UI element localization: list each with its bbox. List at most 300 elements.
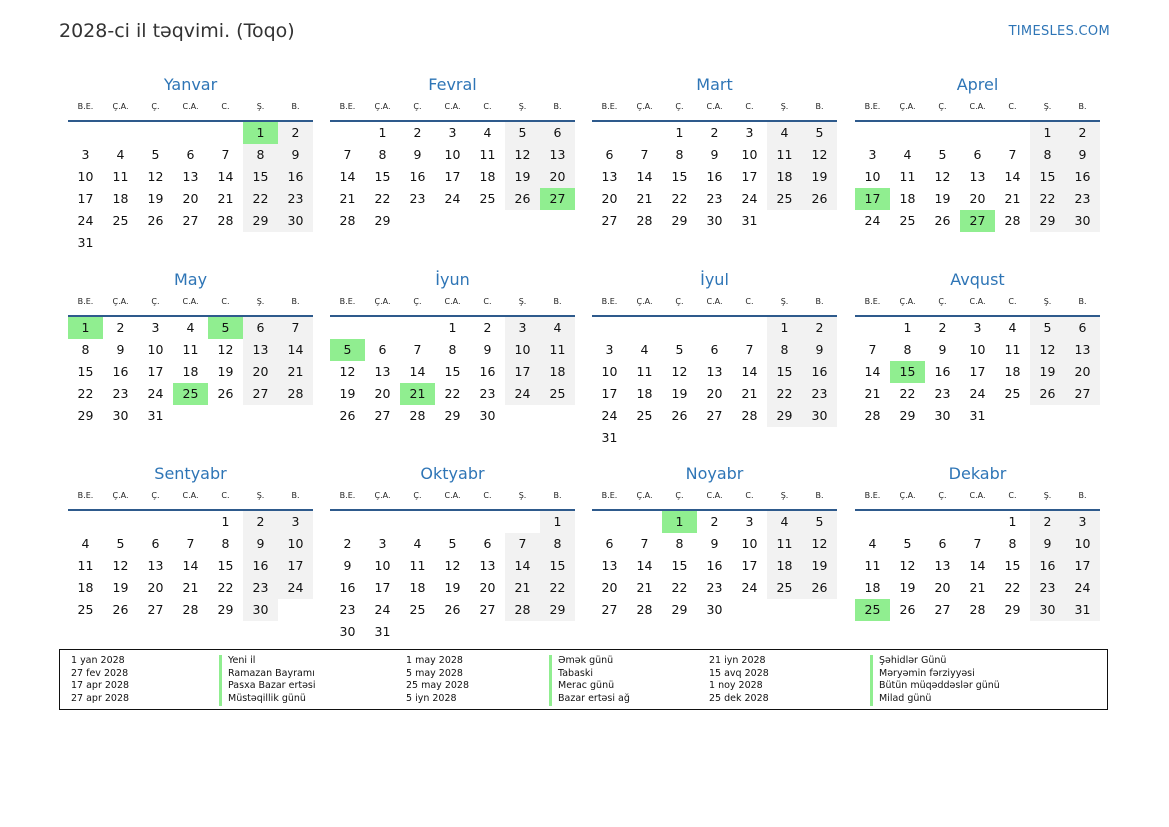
day-cell: 13 xyxy=(479,558,496,573)
weekday-label: Ş. xyxy=(1043,491,1052,500)
weekday-header xyxy=(330,96,575,122)
weekday-label: Ç. xyxy=(151,491,160,500)
day-cell: 11 xyxy=(77,558,94,573)
day-cell: 11 xyxy=(409,558,426,573)
day-cell: 9 xyxy=(938,342,947,357)
day-cell: 26 xyxy=(1030,383,1065,405)
day-cell: 15 xyxy=(767,361,802,383)
day-cell: 5 xyxy=(505,122,540,144)
day-cell: 9 xyxy=(710,536,719,551)
day-cell: 1 xyxy=(1008,514,1017,529)
legend-holiday-name: Milad günü xyxy=(870,693,931,706)
day-cell: 31 xyxy=(1065,599,1100,621)
day-cell: 2 xyxy=(116,320,125,335)
holiday-cell: 17 xyxy=(855,188,890,210)
day-cell: 11 xyxy=(636,364,653,379)
day-cell: 3 xyxy=(81,147,90,162)
day-cell: 13 xyxy=(182,169,199,184)
day-cell: 27 xyxy=(1065,383,1100,405)
empty-cell xyxy=(627,317,662,339)
day-cell: 19 xyxy=(1030,361,1065,383)
day-cell: 23 xyxy=(1065,188,1100,210)
month-name: Avqust xyxy=(950,270,1005,289)
weekday-label: Ş. xyxy=(780,491,789,500)
day-cell: 10 xyxy=(601,364,618,379)
day-cell: 25 xyxy=(899,213,916,228)
brand-link[interactable]: TIMESLES.COM xyxy=(1008,24,1110,39)
day-cell: 16 xyxy=(1030,555,1065,577)
holiday-cell: 5 xyxy=(330,339,365,361)
month-name: Sentyabr xyxy=(154,464,227,483)
month-block xyxy=(855,463,1100,621)
day-cell: 17 xyxy=(147,364,164,379)
day-cell: 30 xyxy=(339,624,356,639)
day-cell: 30 xyxy=(278,210,313,232)
legend-date: 25 may 2028 xyxy=(406,680,470,692)
day-cell: 10 xyxy=(444,147,461,162)
day-cell: 21 xyxy=(636,191,653,206)
day-cell: 15 xyxy=(671,558,688,573)
day-cell: 29 xyxy=(899,408,916,423)
day-cell: 11 xyxy=(864,558,881,573)
day-cell: 17 xyxy=(1065,555,1100,577)
day-cell: 19 xyxy=(147,191,164,206)
day-cell: 12 xyxy=(1030,339,1065,361)
day-cell: 4 xyxy=(903,147,912,162)
day-cell: 12 xyxy=(339,364,356,379)
day-cell: 20 xyxy=(243,361,278,383)
legend-holiday-name: Bazar ertəsi ağ xyxy=(549,693,630,706)
day-cell: 13 xyxy=(1065,339,1100,361)
weekday-label: B. xyxy=(553,102,562,111)
day-cell: 20 xyxy=(706,386,723,401)
empty-cell xyxy=(995,122,1030,144)
day-cell: 25 xyxy=(636,408,653,423)
day-cell: 19 xyxy=(217,364,234,379)
day-cell: 2 xyxy=(243,511,278,533)
day-grid xyxy=(68,122,313,254)
weekday-header xyxy=(855,291,1100,317)
legend-date: 1 may 2028 xyxy=(406,655,463,666)
day-cell: 7 xyxy=(745,342,754,357)
day-cell: 5 xyxy=(802,122,837,144)
weekday-label: B.E. xyxy=(864,102,881,111)
day-cell: 21 xyxy=(278,361,313,383)
day-cell: 26 xyxy=(934,213,951,228)
weekday-header xyxy=(855,96,1100,122)
day-cell: 23 xyxy=(706,191,723,206)
day-cell: 24 xyxy=(505,383,540,405)
day-cell: 30 xyxy=(479,408,496,423)
day-cell: 25 xyxy=(1004,386,1021,401)
month-name: İyun xyxy=(435,270,470,289)
weekday-label: C. xyxy=(221,491,230,500)
day-cell: 29 xyxy=(540,599,575,621)
day-cell: 11 xyxy=(767,533,802,555)
legend-date: 27 fev 2028 xyxy=(71,667,129,679)
weekday-label: Ş. xyxy=(256,297,265,306)
weekday-label: C.A. xyxy=(969,297,986,306)
day-cell: 2 xyxy=(413,125,422,140)
day-cell: 22 xyxy=(899,386,916,401)
day-cell: 3 xyxy=(745,514,754,529)
month-block xyxy=(592,269,837,449)
empty-cell xyxy=(732,317,767,339)
weekday-label: C.A. xyxy=(444,297,461,306)
weekday-label: B.E. xyxy=(77,297,94,306)
day-grid xyxy=(855,122,1100,232)
day-cell: 29 xyxy=(671,213,688,228)
day-cell: 18 xyxy=(1004,364,1021,379)
empty-cell xyxy=(365,511,400,533)
day-cell: 24 xyxy=(374,602,391,617)
day-cell: 4 xyxy=(483,125,492,140)
day-cell: 15 xyxy=(444,364,461,379)
weekday-label: B. xyxy=(1078,102,1087,111)
legend-date: 25 dek 2028 xyxy=(709,692,769,704)
weekday-label: Ç. xyxy=(938,102,947,111)
day-cell: 9 xyxy=(802,339,837,361)
day-cell: 6 xyxy=(243,317,278,339)
day-cell: 24 xyxy=(969,386,986,401)
day-cell: 11 xyxy=(112,169,129,184)
day-cell: 27 xyxy=(601,213,618,228)
day-cell: 6 xyxy=(710,342,719,357)
empty-cell xyxy=(592,317,627,339)
weekday-label: Ç.A. xyxy=(899,491,916,500)
day-cell: 13 xyxy=(706,364,723,379)
day-cell: 4 xyxy=(116,147,125,162)
day-cell: 19 xyxy=(444,580,461,595)
day-cell: 18 xyxy=(767,555,802,577)
weekday-label: C.A. xyxy=(706,102,723,111)
day-cell: 13 xyxy=(601,169,618,184)
day-cell: 24 xyxy=(1065,577,1100,599)
day-cell: 19 xyxy=(112,580,129,595)
legend-date: 5 iyn 2028 xyxy=(406,692,457,704)
weekday-label: Ç. xyxy=(151,297,160,306)
weekday-label: C.A. xyxy=(444,491,461,500)
day-cell: 1 xyxy=(221,514,230,529)
day-cell: 22 xyxy=(217,580,234,595)
day-cell: 26 xyxy=(802,188,837,210)
day-cell: 17 xyxy=(278,555,313,577)
weekday-label: C.A. xyxy=(706,491,723,500)
weekday-header xyxy=(68,485,313,511)
empty-cell xyxy=(173,511,208,533)
day-cell: 26 xyxy=(802,577,837,599)
day-cell: 11 xyxy=(540,339,575,361)
day-cell: 1 xyxy=(1030,122,1065,144)
day-grid xyxy=(68,317,313,427)
weekday-label: C. xyxy=(745,297,754,306)
day-cell: 14 xyxy=(339,169,356,184)
weekday-label: Ş. xyxy=(1043,297,1052,306)
day-cell: 13 xyxy=(934,558,951,573)
legend-date: 5 may 2028 xyxy=(406,667,463,679)
day-cell: 11 xyxy=(479,147,496,162)
legend-holiday-name: Yeni il xyxy=(219,655,255,668)
empty-cell xyxy=(890,122,925,144)
month-block xyxy=(855,74,1100,232)
day-cell: 5 xyxy=(116,536,125,551)
day-cell: 20 xyxy=(147,580,164,595)
day-cell: 4 xyxy=(767,122,802,144)
weekday-label: C. xyxy=(221,102,230,111)
day-cell: 16 xyxy=(243,555,278,577)
day-cell: 31 xyxy=(741,213,758,228)
day-cell: 13 xyxy=(243,339,278,361)
day-cell: 10 xyxy=(374,558,391,573)
weekday-header xyxy=(330,485,575,511)
day-cell: 28 xyxy=(409,408,426,423)
day-cell: 6 xyxy=(483,536,492,551)
day-cell: 5 xyxy=(938,147,947,162)
day-cell: 27 xyxy=(601,602,618,617)
day-cell: 12 xyxy=(505,144,540,166)
day-cell: 9 xyxy=(413,147,422,162)
day-cell: 5 xyxy=(802,511,837,533)
weekday-label: C. xyxy=(483,297,492,306)
day-cell: 18 xyxy=(77,580,94,595)
day-cell: 15 xyxy=(540,555,575,577)
day-cell: 13 xyxy=(374,364,391,379)
day-cell: 7 xyxy=(640,147,649,162)
day-cell: 16 xyxy=(409,169,426,184)
day-cell: 19 xyxy=(339,386,356,401)
empty-cell xyxy=(627,511,662,533)
month-block xyxy=(592,463,837,621)
day-cell: 8 xyxy=(540,533,575,555)
day-cell: 2 xyxy=(1030,511,1065,533)
day-cell: 8 xyxy=(675,147,684,162)
day-cell: 18 xyxy=(182,364,199,379)
day-cell: 27 xyxy=(147,602,164,617)
weekday-label: Ş. xyxy=(780,297,789,306)
day-cell: 18 xyxy=(767,166,802,188)
weekday-label: Ç. xyxy=(675,102,684,111)
weekday-label: B. xyxy=(291,491,300,500)
empty-cell xyxy=(855,317,890,339)
month-block xyxy=(68,74,313,254)
day-cell: 9 xyxy=(483,342,492,357)
weekday-label: C. xyxy=(745,491,754,500)
day-cell: 17 xyxy=(969,364,986,379)
day-cell: 14 xyxy=(1004,169,1021,184)
legend-holiday-name: Əmək günü xyxy=(549,655,613,668)
day-cell: 23 xyxy=(409,191,426,206)
day-cell: 22 xyxy=(767,383,802,405)
day-cell: 1 xyxy=(903,320,912,335)
empty-cell xyxy=(505,511,540,533)
month-block xyxy=(855,269,1100,427)
day-cell: 16 xyxy=(706,558,723,573)
weekday-label: Ç. xyxy=(938,297,947,306)
month-block xyxy=(330,269,575,427)
empty-cell xyxy=(925,511,960,533)
month-name: İyul xyxy=(700,270,729,289)
day-cell: 9 xyxy=(710,147,719,162)
weekday-label: Ş. xyxy=(1043,102,1052,111)
day-cell: 6 xyxy=(605,147,614,162)
weekday-label: C.A. xyxy=(706,297,723,306)
day-cell: 23 xyxy=(934,386,951,401)
day-cell: 22 xyxy=(444,386,461,401)
day-cell: 3 xyxy=(378,536,387,551)
month-block xyxy=(68,269,313,427)
day-cell: 12 xyxy=(147,169,164,184)
empty-cell xyxy=(330,511,365,533)
day-cell: 25 xyxy=(112,213,129,228)
weekday-label: Ç. xyxy=(413,102,422,111)
weekday-label: Ç. xyxy=(675,297,684,306)
legend-date: 1 yan 2028 xyxy=(71,655,125,666)
day-cell: 5 xyxy=(448,536,457,551)
empty-cell xyxy=(138,122,173,144)
legend-holiday-name: Merac günü xyxy=(549,680,614,693)
day-cell: 1 xyxy=(448,320,457,335)
day-cell: 2 xyxy=(343,536,352,551)
day-cell: 28 xyxy=(1004,213,1021,228)
day-cell: 14 xyxy=(409,364,426,379)
empty-cell xyxy=(925,122,960,144)
day-cell: 7 xyxy=(221,147,230,162)
legend-holiday-name: Şəhidlər Günü xyxy=(870,655,946,668)
weekday-header xyxy=(330,291,575,317)
day-cell: 2 xyxy=(278,122,313,144)
day-cell: 25 xyxy=(77,602,94,617)
day-cell: 30 xyxy=(1065,210,1100,232)
day-cell: 8 xyxy=(767,339,802,361)
day-cell: 5 xyxy=(903,536,912,551)
day-cell: 29 xyxy=(77,408,94,423)
day-cell: 8 xyxy=(1008,536,1017,551)
weekday-label: B. xyxy=(1078,491,1087,500)
day-cell: 4 xyxy=(1008,320,1017,335)
day-cell: 24 xyxy=(278,577,313,599)
month-name: Aprel xyxy=(956,75,999,94)
day-cell: 3 xyxy=(605,342,614,357)
month-block xyxy=(330,74,575,232)
day-cell: 8 xyxy=(378,147,387,162)
day-cell: 16 xyxy=(706,169,723,184)
day-cell: 25 xyxy=(767,188,802,210)
empty-cell xyxy=(173,122,208,144)
day-cell: 7 xyxy=(1008,147,1017,162)
day-cell: 9 xyxy=(243,533,278,555)
weekday-label: B.E. xyxy=(339,297,356,306)
day-cell: 7 xyxy=(973,536,982,551)
day-cell: 19 xyxy=(899,580,916,595)
day-cell: 16 xyxy=(479,364,496,379)
day-cell: 18 xyxy=(409,580,426,595)
day-cell: 3 xyxy=(868,147,877,162)
day-cell: 28 xyxy=(864,408,881,423)
weekday-header xyxy=(592,96,837,122)
weekday-label: B.E. xyxy=(601,491,618,500)
weekday-label: B.E. xyxy=(339,102,356,111)
day-cell: 17 xyxy=(505,361,540,383)
day-cell: 31 xyxy=(147,408,164,423)
day-cell: 7 xyxy=(868,342,877,357)
day-cell: 9 xyxy=(343,558,352,573)
weekday-label: C.A. xyxy=(969,491,986,500)
weekday-label: C. xyxy=(221,297,230,306)
day-cell: 1 xyxy=(540,511,575,533)
day-cell: 20 xyxy=(601,580,618,595)
day-cell: 23 xyxy=(1030,577,1065,599)
day-cell: 8 xyxy=(221,536,230,551)
day-cell: 17 xyxy=(444,169,461,184)
month-name: Noyabr xyxy=(685,464,744,483)
page-title: 2028-ci il təqvimi. (Toqo) xyxy=(59,20,295,42)
day-cell: 24 xyxy=(741,191,758,206)
weekday-label: B. xyxy=(815,491,824,500)
day-cell: 2 xyxy=(938,320,947,335)
day-cell: 20 xyxy=(969,191,986,206)
day-cell: 4 xyxy=(186,320,195,335)
day-cell: 20 xyxy=(479,580,496,595)
day-cell: 19 xyxy=(934,191,951,206)
day-cell: 8 xyxy=(243,144,278,166)
weekday-label: Ç.A. xyxy=(374,102,391,111)
day-cell: 3 xyxy=(448,125,457,140)
day-cell: 22 xyxy=(1004,580,1021,595)
day-cell: 23 xyxy=(278,188,313,210)
day-cell: 26 xyxy=(147,213,164,228)
day-cell: 4 xyxy=(868,536,877,551)
day-cell: 3 xyxy=(1065,511,1100,533)
empty-cell xyxy=(365,317,400,339)
day-cell: 12 xyxy=(217,342,234,357)
weekday-header xyxy=(592,291,837,317)
day-cell: 10 xyxy=(278,533,313,555)
weekday-label: Ç. xyxy=(413,297,422,306)
empty-cell xyxy=(855,122,890,144)
month-block xyxy=(592,74,837,232)
day-cell: 19 xyxy=(671,386,688,401)
weekday-label: Ç.A. xyxy=(112,297,129,306)
day-cell: 26 xyxy=(339,408,356,423)
empty-cell xyxy=(662,317,697,339)
day-cell: 18 xyxy=(479,169,496,184)
weekday-label: B.E. xyxy=(339,491,356,500)
day-cell: 21 xyxy=(969,580,986,595)
day-grid xyxy=(330,122,575,232)
day-cell: 18 xyxy=(540,361,575,383)
day-cell: 10 xyxy=(77,169,94,184)
day-cell: 7 xyxy=(413,342,422,357)
day-cell: 21 xyxy=(217,191,234,206)
weekday-label: Ç.A. xyxy=(636,102,653,111)
day-cell: 21 xyxy=(339,191,356,206)
weekday-label: B.E. xyxy=(77,491,94,500)
day-cell: 11 xyxy=(182,342,199,357)
weekday-label: Ç.A. xyxy=(374,491,391,500)
day-cell: 12 xyxy=(112,558,129,573)
day-cell: 3 xyxy=(505,317,540,339)
day-cell: 14 xyxy=(182,558,199,573)
month-block xyxy=(330,463,575,643)
day-cell: 14 xyxy=(864,364,881,379)
weekday-header xyxy=(592,485,837,511)
weekday-label: Ş. xyxy=(780,102,789,111)
day-cell: 29 xyxy=(1030,210,1065,232)
holiday-cell: 25 xyxy=(855,599,890,621)
day-cell: 30 xyxy=(1030,599,1065,621)
day-cell: 11 xyxy=(1004,342,1021,357)
day-cell: 6 xyxy=(540,122,575,144)
